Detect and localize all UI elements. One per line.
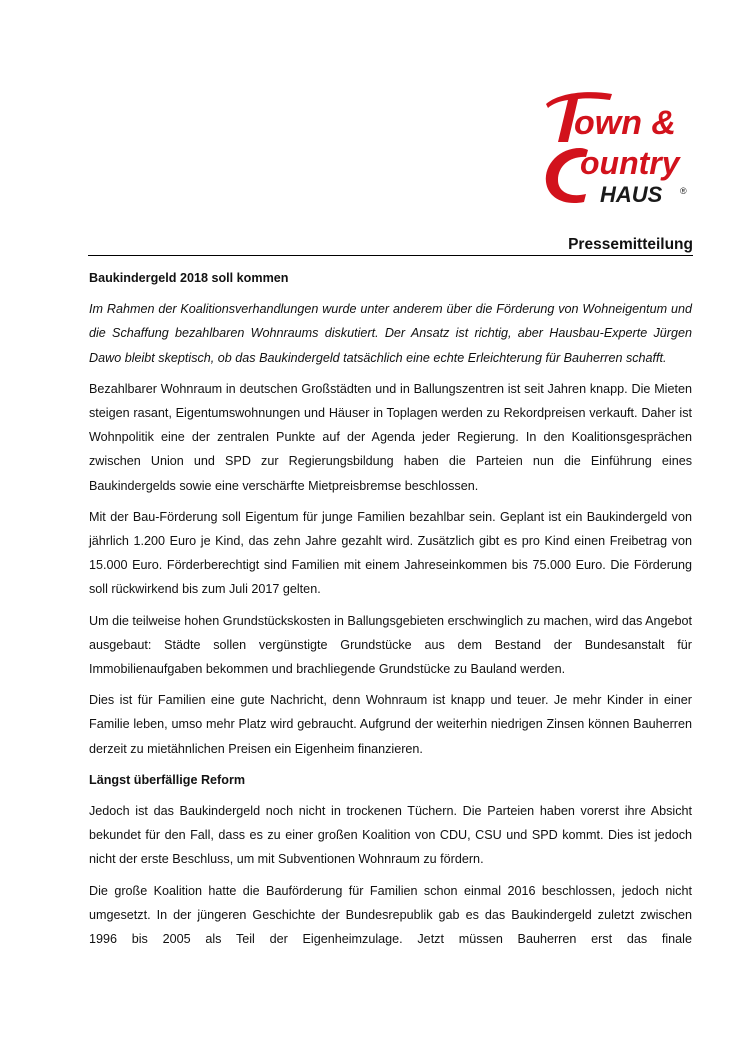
article-lead: Im Rahmen der Koalitionsverhandlungen wurde unter anderem über die Förderung von Wohneigentum und die Schaffung bezahlbaren Wohnraums diskutiert. Der Ansatz ist richtig, aber Hausbau-Experte Jürgen Dawo bleibt skeptisch, ob das Baukindergeld tatsächlich eine echte Erleichterung für Bauherren schafft.	[89, 302, 692, 365]
paragraph-4: Dies ist für Familien eine gute Nachricht, denn Wohnraum ist knapp und teuer. Je mehr Kinder in einer Familie leben, umso mehr Platz wird gebraucht. Aufgrund der weiterhin niedrigen Zinsen können Bauherren derzeit zu mietähnlichen Preisen ein Eigenheim finanzieren.	[89, 693, 692, 756]
paragraph-6: Die große Koalition hatte die Bauförderung für Familien schon einmal 2016 beschlossen, jedoch nicht umgesetzt. In der jüngeren Geschichte der Bundesrepublik gab es das Baukindergeld zuletzt zwischen 1996 bis 2005 als Teil der Eigenheimzulage. Jetzt müssen Bauherren erst das finale	[89, 883, 692, 947]
logo-line-1: own &	[574, 104, 676, 142]
section-heading: Längst überfällige Reform	[89, 772, 246, 787]
document-type-title: Pressemitteilung	[568, 236, 693, 253]
town-country-haus-logo	[540, 90, 700, 208]
logo-line-2: ountry	[580, 145, 680, 181]
logo-line-3: HAUS	[600, 182, 663, 207]
paragraph-1: Bezahlbarer Wohnraum in deutschen Großstädten und in Ballungszentren ist seit Jahren knapp. Die Mieten steigen rasant, Eigentumswohnungen und Häuser in Toplagen werden zu Rekordpreisen verkauft. Daher ist Wohnpolitik eine der zentralen Punkte auf der Agenda jeder Regierung. In den Koalitionsgesprächen zwischen Union und SPD zur Regierungsbildung haben die Parteien nun die Einführung eines Baukindergelds sowie eine verschärfte Mietpreisbremse beschlossen.	[89, 381, 692, 493]
header-rule	[88, 255, 693, 256]
paragraph-2: Mit der Bau-Förderung soll Eigentum für junge Familien bezahlbar sein. Geplant ist ein Baukindergeld von jährlich 1.200 Euro je Kind, das zehn Jahre gezahlt wird. Zusätzlich gibt es pro Kind einen Freibetrag von 15.000 Euro. Förderberechtigt sind Familien mit einem Jahreseinkommen bis 75.000 Euro. Die Förderung soll rückwirkend bis zum Juli 2017 gelten.	[89, 509, 692, 597]
paragraph-3: Um die teilweise hohen Grundstückskosten in Ballungsgebieten erschwinglich zu machen, wird das Angebot ausgebaut: Städte sollen vergünstigte Grundstücke aus dem Bestand der Bundesanstalt für Immobilienaufgaben bekommen und brachliegende Grundstücke zu Bauland werden.	[89, 613, 692, 677]
article-heading: Baukindergeld 2018 soll kommen	[89, 271, 289, 285]
paragraph-5: Jedoch ist das Baukindergeld noch nicht in trockenen Tüchern. Die Parteien haben vorerst ihre Absicht bekundet für den Fall, dass es zu einer großen Koalition von CDU, CSU und SPD kommt. Dies ist jedoch nicht der erste Beschluss, um mit Subventionen Wohnraum zu fördern.	[89, 804, 692, 867]
article-body	[89, 266, 692, 958]
logo-registered-mark: ®	[680, 186, 687, 196]
